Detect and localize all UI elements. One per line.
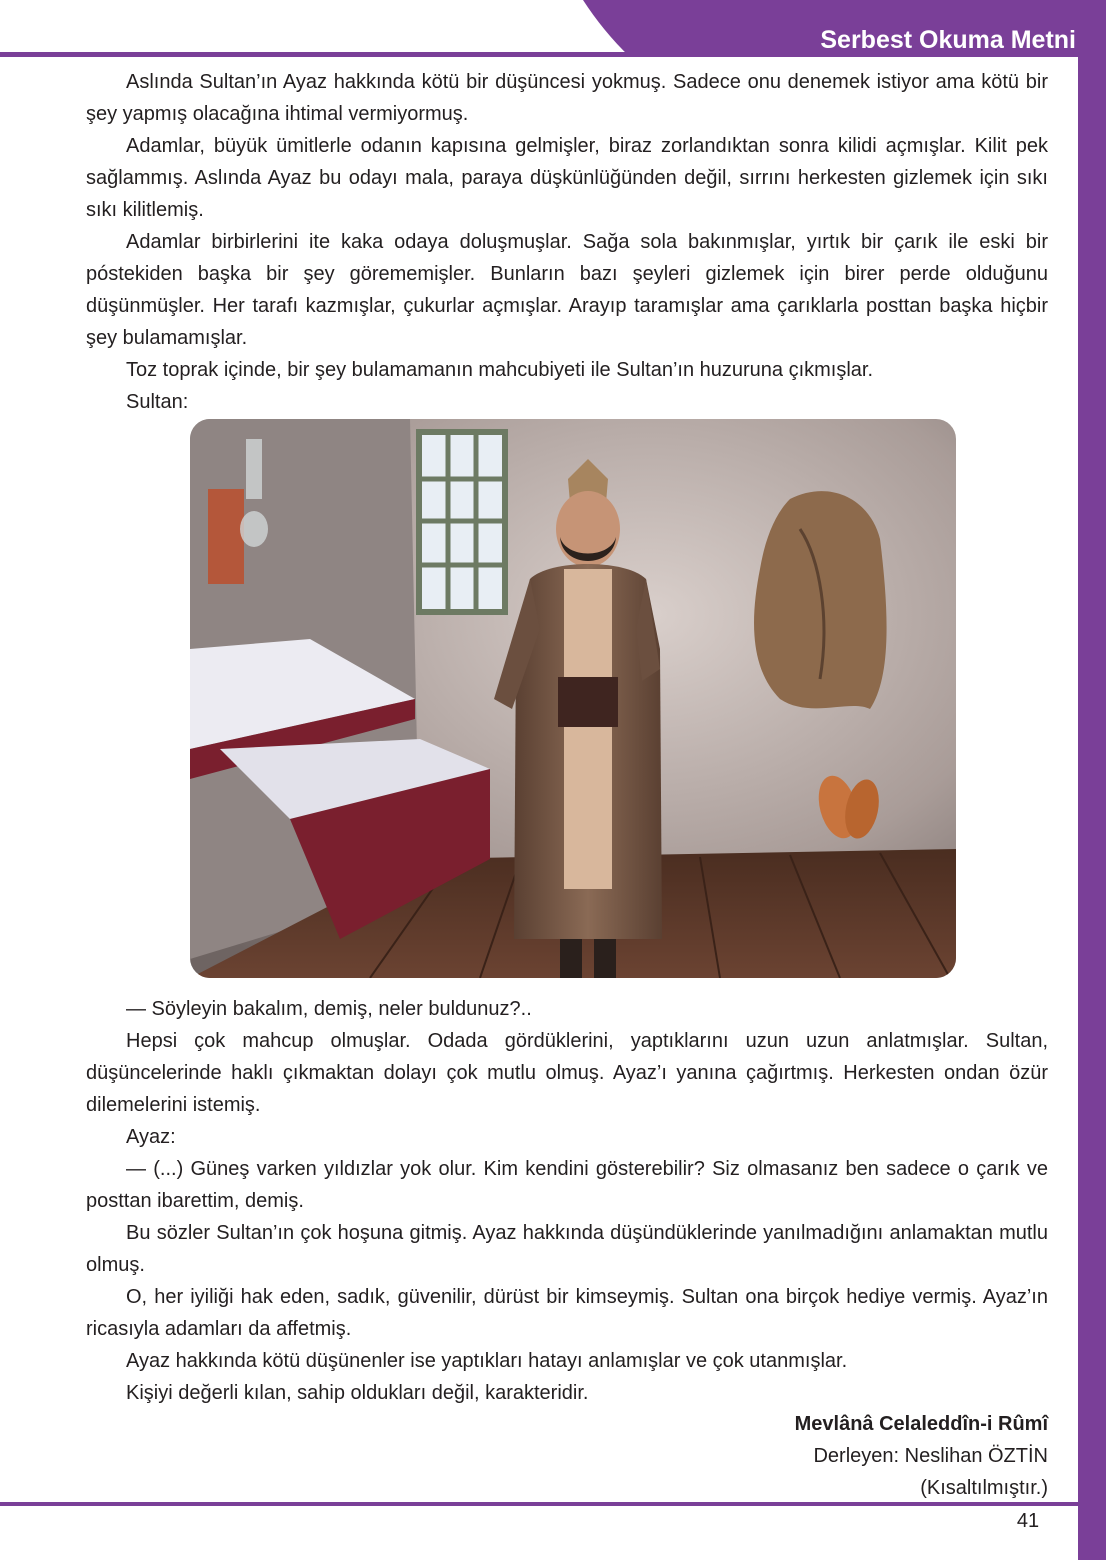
right-margin-bar (1078, 52, 1106, 1560)
paragraph: Sultan: (126, 391, 189, 413)
bottom-text (86, 993, 1048, 1409)
footer-rule (0, 1502, 1106, 1506)
paragraph: — Söyleyin bakalım, demiş, neler buldunuz?.. (126, 998, 532, 1020)
paragraph: O, her iyiliği hak eden, sadık, güvenilir, dürüst bir kimseymiş. Sultan ona birçok hediye vermiş. Ayaz’ın ricasıyla adamları da affetmiş. (86, 1286, 1048, 1340)
top-text (86, 66, 1048, 418)
section-title: Serbest Okuma Metni (820, 26, 1076, 54)
paragraph: Adamlar, büyük ümitlerle odanın kapısına gelmişler, biraz zorlandıktan sonra kilidi açmışlar. Kilit pek sağlammış. Aslında Ayaz bu odayı mala, paraya düşkünlüğünden değil, sırrını herkesten gizlemek için sıkı sıkı kilitlemiş. (86, 135, 1048, 221)
page-number: 41 (995, 1508, 1061, 1534)
author-credit: Mevlânâ Celaleddîn-i Rûmî (794, 1413, 1048, 1435)
paragraph: Hepsi çok mahcup olmuşlar. Odada gördüklerini, yaptıklarını uzun uzun anlatmışlar. Sultan, düşüncelerinde haklı çıkmaktan dolayı çok mutlu olmuş. Ayaz’ı yanına çağırtmış. Herkesten ondan özür dilemelerini istemiş. (86, 1030, 1048, 1116)
paragraph: Ayaz hakkında kötü düşünenler ise yaptıkları hatayı anlamışlar ve çok utanmışlar. (126, 1350, 848, 1372)
room-scene (190, 419, 956, 978)
paragraph: Bu sözler Sultan’ın çok hoşuna gitmiş. Ayaz hakkında düşündüklerinde yanılmadığını anlamaktan mutlu olmuş. (86, 1222, 1048, 1276)
compiler-credit: Derleyen: Neslihan ÖZTİN (813, 1445, 1048, 1467)
paragraph: Toz toprak içinde, bir şey bulamamanın mahcubiyeti ile Sultan’ın huzuruna çıkmışlar. (126, 359, 874, 381)
paragraph: Kişiyi değerli kılan, sahip oldukları değil, karakteridir. (126, 1382, 589, 1404)
paragraph: Aslında Sultan’ın Ayaz hakkında kötü bir düşüncesi yokmuş. Sadece onu denemek istiyor ama kötü bir şey yapmış olacağına ihtimal vermiyormuş. (86, 71, 1048, 125)
abridged-note: (Kısaltılmıştır.) (920, 1477, 1048, 1499)
paragraph: — (...) Güneş varken yıldızlar yok olur. Kim kendini gösterebilir? Siz olmasanız ben sadece o çarık ve posttan ibarettim, demiş. (86, 1158, 1048, 1212)
paragraph: Adamlar birbirlerini ite kaka odaya doluşmuşlar. Sağa sola bakınmışlar, yırtık bir çarık ile eski bir póstekiden başka bir şey görememişler. Bunların bazı şeyleri gizlemek için birer perde olduğunu düşünmüşler. Her tarafı kazmışlar, çukurlar açmışlar. Arayıp taramışlar ama çarıklarla posttan başka hiçbir şey bulamamışlar. (86, 231, 1048, 349)
story-illustration (190, 419, 956, 978)
paragraph: Ayaz: (126, 1126, 176, 1148)
